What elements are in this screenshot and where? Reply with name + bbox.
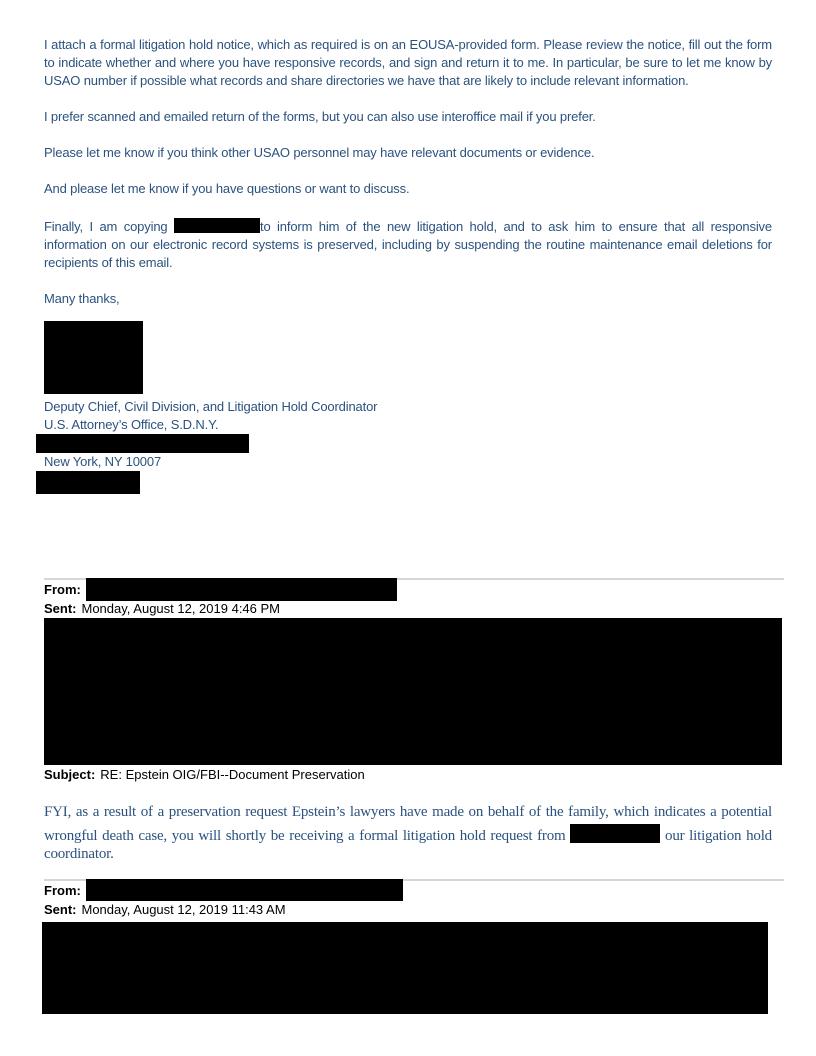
subject-value: RE: Epstein OIG/FBI--Document Preservation — [100, 767, 365, 782]
closing-line: Many thanks, — [44, 291, 120, 306]
subject-label: Subject: — [44, 767, 96, 782]
redaction-recipients-block — [44, 618, 782, 765]
body-paragraph-3: Please let me know if you think other USAO personnel may have relevant documents or evidence. — [44, 145, 595, 160]
header2-from-row — [44, 881, 772, 900]
header1-sent-row — [44, 599, 772, 618]
redaction-bottom-block — [42, 922, 768, 1014]
header1-subject-row — [44, 765, 772, 784]
fyi-after: our litigation hold coordinator. — [44, 828, 772, 862]
redaction-from-address-1 — [86, 578, 397, 601]
fyi-before: FYI, as a result of a preservation request Epstein’s lawyers have made on behalf of the family, which indicates a potential wrongful death case, you will shortly be receiving a formal litigation hold request from — [44, 804, 772, 844]
final-para-after: to inform him of the new litigation hold, and to ask him to ensure that all responsive information on our electronic record systems is preserved, including by suspending the routine maintenance email deletions for recipients of this email. — [44, 219, 772, 270]
redaction-copied-name — [174, 218, 260, 233]
redaction-address — [36, 434, 249, 453]
fyi-paragraph — [44, 803, 772, 863]
redaction-from-address-2 — [86, 879, 403, 901]
sent-value: Monday, August 12, 2019 4:46 PM — [81, 601, 281, 616]
header1-from-row — [44, 580, 772, 599]
body-paragraph-final — [44, 216, 772, 272]
signature-city: New York, NY 10007 — [44, 454, 162, 469]
signature-office: U.S. Attorney’s Office, S.D.N.Y. — [44, 417, 219, 432]
sent-label-2: Sent: — [44, 902, 77, 917]
from-label: From: — [44, 582, 81, 597]
body-paragraph-4: And please let me know if you have questions or want to discuss. — [44, 181, 410, 196]
redaction-signature-name — [44, 321, 143, 394]
sent-label: Sent: — [44, 601, 77, 616]
final-para-before: Finally, I am copying — [44, 219, 175, 234]
from-label-2: From: — [44, 883, 81, 898]
redaction-coordinator-name — [570, 824, 660, 843]
signature-title: Deputy Chief, Civil Division, and Litigation Hold Coordinator — [44, 399, 378, 414]
body-paragraph-2: I prefer scanned and emailed return of the forms, but you can also use interoffice mail if you prefer. — [44, 109, 596, 124]
header2-sent-row — [44, 900, 772, 919]
sent-value-2: Monday, August 12, 2019 11:43 AM — [81, 902, 286, 917]
redaction-phone — [36, 471, 140, 494]
body-paragraph-1: I attach a formal litigation hold notice, which as required is on an EOUSA-provided form. Please review the notice, fill out the form to indicate whether and where you have responsive records, and sign and return it to me. In particular, be sure to let me know by USAO number if possible what records and share directories we have that are likely to include relevant information. — [44, 37, 772, 88]
